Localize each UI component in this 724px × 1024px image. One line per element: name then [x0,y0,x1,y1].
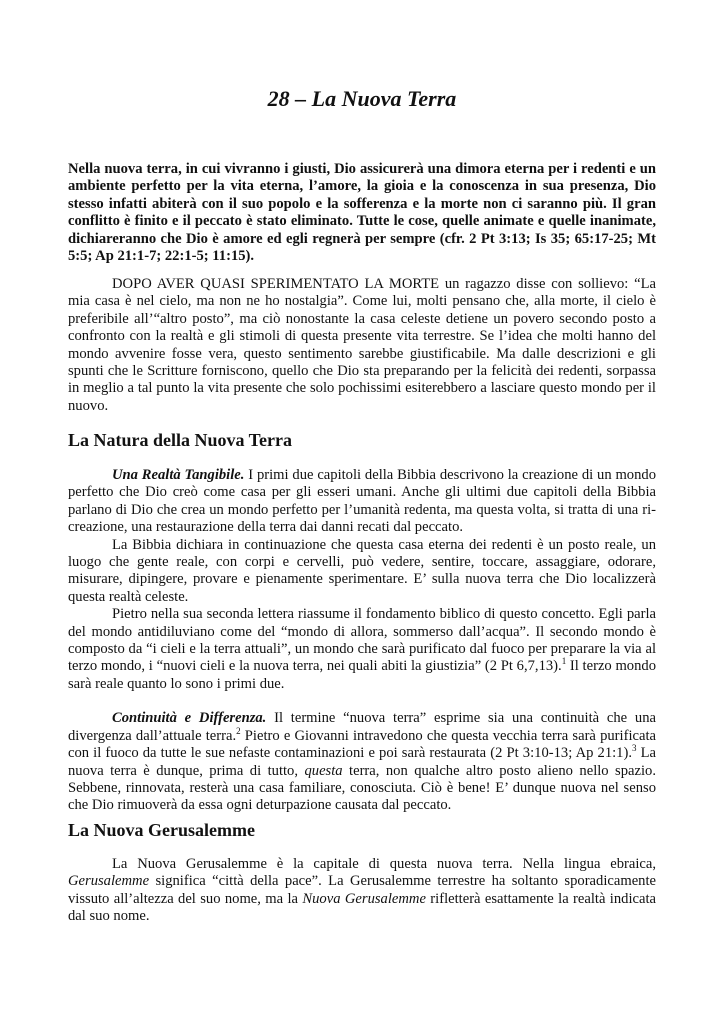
paragraph-label: Una Realtà Tangibile. [112,467,245,483]
section-jerusalem-body [68,856,656,926]
chapter-summary: Nella nuova terra, in cui vivranno i giusti, Dio assicurerà una dimora eterna per i redenti e un ambiente perfetto per la vita eterna, l’amore, la gioia e la conoscenza in sua presenza, Dio stesso infatti abiterà con il suo popolo e la sofferenza e la morte non ci saranno più. Il gran conflitto è finito e il peccato è stato eliminato. Tutte le cose, quelle animate e quelle inanimate, dichiareranno che Dio è amore ed egli regnerà per sempre (cfr. 2 Pt 3:13; Is 35; 65:17-25; Mt 5:5; Ap 21:1-7; 22:1-5; 11:15). [68,161,656,265]
footnote-ref: 3 [631,743,637,754]
paragraph-real-place: La Bibbia dichiara in continuazione che questa casa eterna dei redenti è un posto reale, un luogo che gente reale, con corpi e cervelli, può vedere, sentire, toccare, assaggiare, odorare, misurare, dipingere, provare e pienamente sperimentare. E’ sulla nuova terra che Dio localizzerà questa realtà celeste. [68,536,656,605]
section-heading-jerusalem: La Nuova Gerusalemme [68,820,255,840]
paragraph-new-jerusalem: La Nuova Gerusalemme è la capitale di questa nuova terra. Nella lingua ebraica, Gerusalemme significa “città della pace”. La Gerusalemme terrestre ha soltanto sporadicamente vissuto all’altezza del suo nome, ma la Nuova Gerusalemme rifletterà esattamente la realtà indicata dal suo nome. [68,856,656,925]
section-nature-body [68,467,656,815]
page-title: 28 – La Nuova Terra [267,86,457,111]
paragraph-tangible-reality: Una Realtà Tangibile. I primi due capitoli della Bibbia descrivono la creazione di un mondo perfetto che Dio creò come casa per gli esseri umani. Anche gli ultimi due capitoli della Bibbia parlano di Dio che crea un mondo perfetto per l’umanità redenta, ma questa volta, si tratta di una ri-creazione, una restaurazione della terra dai danni recati dal peccato. [68,467,656,536]
paragraph-peter-letter: Pietro nella sua seconda lettera riassume il fondamento biblico di questo concetto. Egli parla del mondo antidiluviano come del “mondo di allora, sommerso dall’acqua”. Il secondo mondo è composto da “i cieli e la terra attuali”, un mondo che sarà purificato dal fuoco per preparare la via al terzo mondo, i “nuovi cieli e la nuova terra, nei quali abiti la giustizia” (2 Pt 6,7,13).$^1$ Il terzo mondo sarà reale quanto lo sono i primi due. [68,606,656,692]
footnote-ref: 1 [561,656,567,667]
intro-paragraph: DOPO AVER QUASI SPERIMENTATO LA MORTE un ragazzo disse con sollievo: “La mia casa è nel cielo, ma non ne ho nostalgia”. Come lui, molti pensano che, alla morte, il cielo è preferibile all’“altro posto”, ma ciò nonostante la casa celeste detiene un povero secondo posto a confronto con la realtà e gli stimoli di questa presente vita terrestre. Se l’idea che molti hanno del mondo avvenire fosse vera, questo sentimento sarebbe giustificabile. Ma dalle descrizioni e gli spunti che le Scritture forniscono, quello che Dio sta preparando per la felicità dei redenti, sorpassa in meglio a tal punto la vita presente che solo pochissimi esiterebbero a lasciare questo mondo per il nuovo. [68,276,656,414]
paragraph-continuity: Continuità e Differenza. Il termine “nuova terra” esprime sia una continuità che una divergenza dall’attuale terra.$^2$ Pietro e Giovanni intravedono che questa vecchia terra sarà purificata con il fuoco da tutte le sue nefaste contaminazioni e poi sarà restaurata (2 Pt 3:10-13; Ap 21:1).$^3$ La nuova terra è dunque, prima di tutto, questa terra, non qualche altro posto alieno nello spazio. Sebbene, rinnovata, resterà una casa familiare, conosciuta. Ciò è bene! E’ dunque nuova nel senso che Dio rimuoverà da essa ogni deturpazione causata dal peccato. [68,710,656,814]
paragraph-label: Continuità e Differenza. [112,710,267,727]
section-heading-nature: La Natura della Nuova Terra [68,430,293,450]
footnote-ref: 2 [236,725,241,736]
intro-block [68,276,656,415]
